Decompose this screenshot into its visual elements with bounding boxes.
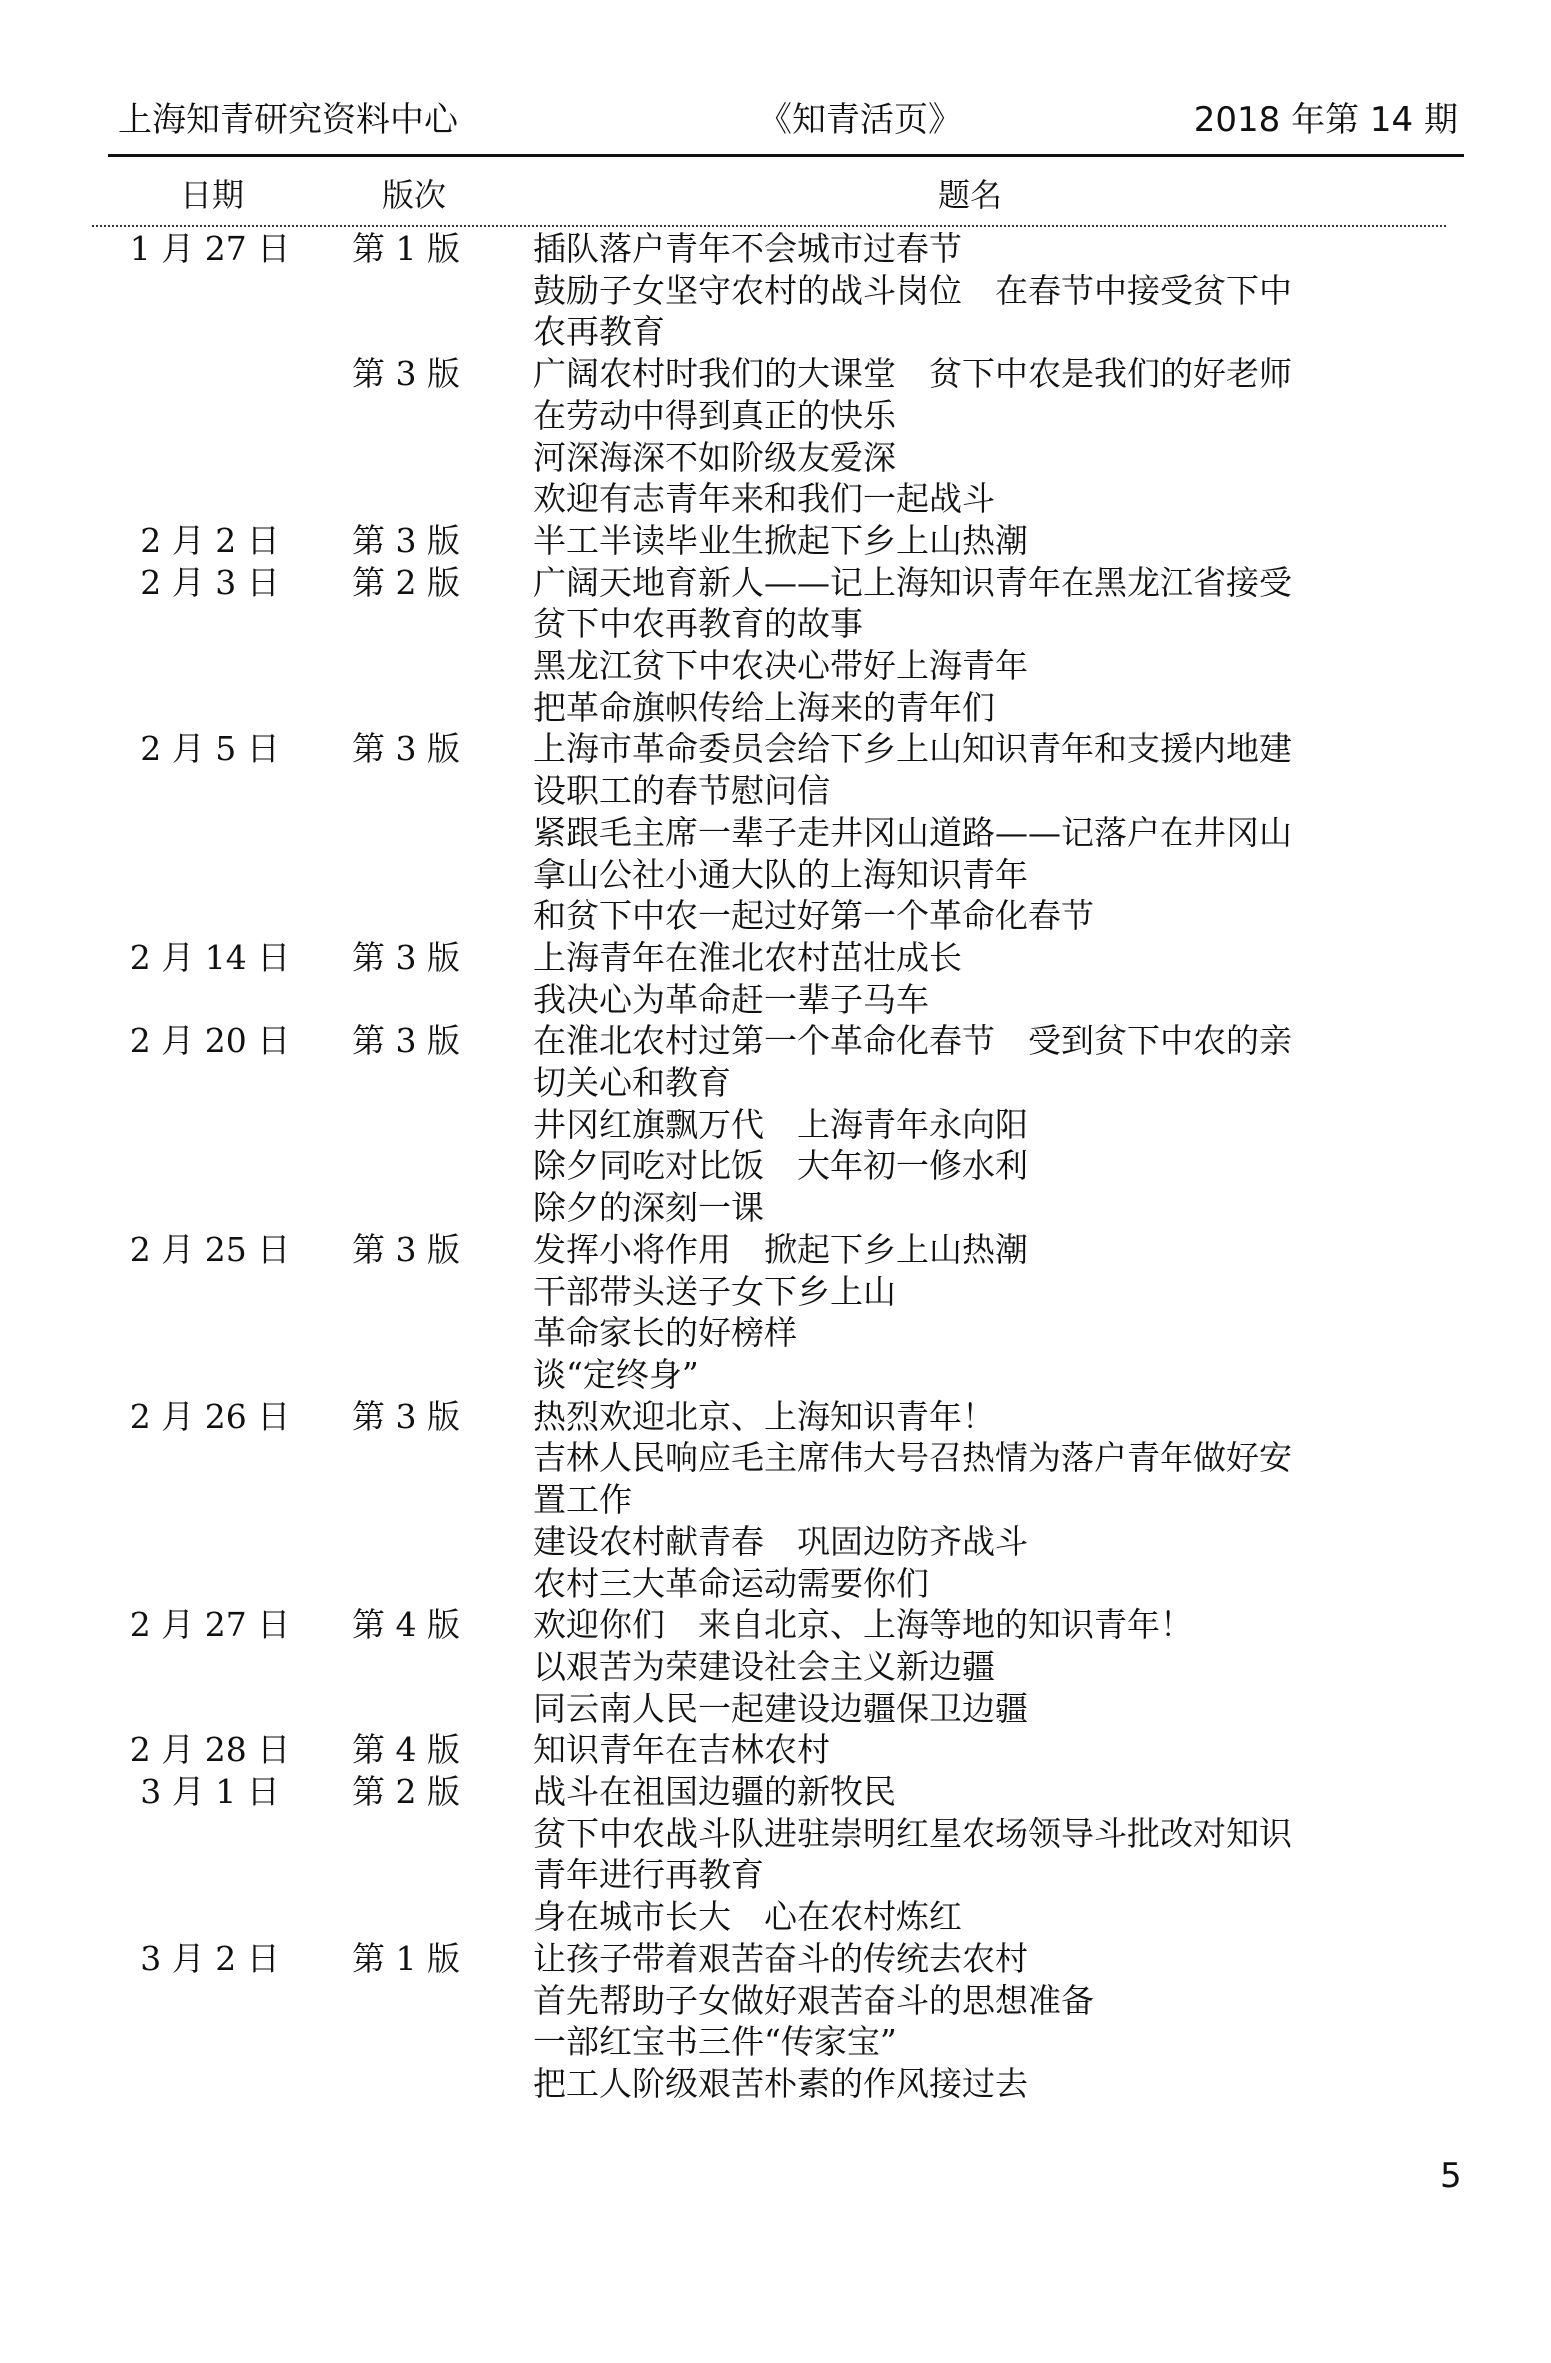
entry-title-line: 知识青年在吉林农村 (533, 1730, 830, 1770)
entry-titles (533, 1771, 1433, 1938)
table-row (0, 562, 1551, 729)
entry-title-line: 设职工的春节慰问信 (533, 771, 830, 811)
entry-title-line: 上海市革命委员会给下乡上山知识青年和支援内地建 (533, 729, 1292, 769)
entry-title-line: 谈“定终身” (533, 1354, 699, 1394)
entry-edition: 第 2 版 (352, 1772, 460, 1812)
entry-title-line: 首先帮助子女做好艰苦奋斗的思想准备 (533, 1980, 1094, 2020)
entry-title-line: 和贫下中农一起过好第一个革命化春节 (533, 896, 1094, 936)
header-organization: 上海知青研究资料中心 (118, 100, 458, 140)
entry-title-line: 广阔天地育新人——记上海知识青年在黑龙江省接受 (533, 562, 1292, 602)
header-publication: 《知青活页》 (758, 100, 962, 140)
entry-title-line: 井冈红旗飘万代 上海青年永向阳 (533, 1104, 1028, 1144)
entry-title-line: 贫下中农战斗队进驻崇明红星农场领导斗批改对知识 (533, 1813, 1292, 1853)
table-row (0, 353, 1551, 520)
entry-title-line: 发挥小将作用 掀起下乡上山热潮 (533, 1229, 1028, 1269)
entry-edition: 第 3 版 (352, 1396, 460, 1436)
entry-titles (533, 1604, 1433, 1729)
entry-title-line: 战斗在祖国边疆的新牧民 (533, 1772, 896, 1812)
entry-edition: 第 3 版 (352, 520, 460, 560)
entry-edition: 第 4 版 (352, 1605, 460, 1645)
entry-title-line: 上海青年在淮北农村茁壮成长 (533, 937, 962, 977)
entry-date: 2 月 3 日 (140, 562, 280, 602)
entry-title-line: 我决心为革命赶一辈子马车 (533, 979, 929, 1019)
entry-title-line: 建设农村献青春 巩固边防齐战斗 (533, 1521, 1028, 1561)
entry-titles (533, 1729, 1433, 1771)
entry-date: 2 月 5 日 (140, 729, 280, 769)
entry-title-line: 同云南人民一起建设边疆保卫边疆 (533, 1688, 1028, 1728)
table-row (0, 1396, 1551, 1605)
entry-title-line: 拿山公社小通大队的上海知识青年 (533, 854, 1028, 894)
running-header (118, 92, 1458, 148)
entry-title-line: 插队落户青年不会城市过春节 (533, 229, 962, 268)
entry-title-line: 把工人阶级艰苦朴素的作风接过去 (533, 2063, 1028, 2103)
table-row (0, 1229, 1551, 1396)
entry-edition: 第 3 版 (352, 937, 460, 977)
column-header-edition: 版次 (382, 176, 447, 214)
table-row (0, 1604, 1551, 1729)
header-issue: 2018 年第 14 期 (1193, 100, 1458, 140)
table-row (0, 1771, 1551, 1938)
entry-title-line: 在劳动中得到真正的快乐 (533, 395, 896, 435)
entry-edition: 第 1 版 (352, 1938, 460, 1978)
entry-edition: 第 1 版 (352, 229, 460, 268)
entry-edition: 第 3 版 (352, 1021, 460, 1061)
entry-title-line: 贫下中农再教育的故事 (533, 604, 863, 644)
column-header-title: 题名 (938, 176, 1003, 214)
entry-title-line: 除夕同吃对比饭 大年初一修水利 (533, 1146, 1028, 1186)
entry-edition: 第 2 版 (352, 562, 460, 602)
entry-title-line: 干部带头送子女下乡上山 (533, 1271, 896, 1311)
table-row (0, 1020, 1551, 1229)
entry-title-line: 农村三大革命运动需要你们 (533, 1563, 929, 1603)
entry-title-line: 半工半读毕业生掀起下乡上山热潮 (533, 520, 1028, 560)
entry-date: 2 月 26 日 (129, 1396, 291, 1436)
entry-title-line: 欢迎有志青年来和我们一起战斗 (533, 479, 995, 519)
entry-title-line: 以艰苦为荣建设社会主义新边疆 (533, 1646, 995, 1686)
entry-title-line: 河深海深不如阶级友爱深 (533, 437, 896, 477)
entry-title-line: 除夕的深刻一课 (533, 1188, 764, 1228)
entry-date: 2 月 20 日 (129, 1021, 291, 1061)
entry-date: 2 月 28 日 (129, 1730, 291, 1770)
entry-date: 2 月 25 日 (129, 1229, 291, 1269)
entry-edition: 第 3 版 (352, 1229, 460, 1269)
column-header-date: 日期 (180, 176, 245, 214)
entry-date: 1 月 27 日 (129, 229, 291, 268)
entry-titles (533, 228, 1433, 353)
table-row (0, 1938, 1551, 2105)
entry-titles (533, 1938, 1433, 2105)
entry-title-line: 热烈欢迎北京、上海知识青年！ (533, 1396, 995, 1436)
entry-edition: 第 3 版 (352, 729, 460, 769)
entry-title-line: 置工作 (533, 1480, 632, 1520)
entry-title-line: 让孩子带着艰苦奋斗的传统去农村 (533, 1938, 1028, 1978)
table-row (0, 520, 1551, 562)
table-row (0, 1729, 1551, 1771)
entry-date: 2 月 14 日 (129, 937, 291, 977)
entry-title-line: 一部红宝书三件“传家宝” (533, 2022, 897, 2062)
entry-titles (533, 1020, 1433, 1229)
table-row (0, 728, 1551, 937)
entry-edition: 第 3 版 (352, 354, 460, 394)
column-header-rule (92, 225, 1446, 227)
entry-titles (533, 937, 1433, 1020)
entry-title-line: 革命家长的好榜样 (533, 1313, 797, 1353)
entry-title-line: 鼓励子女坚守农村的战斗岗位 在春节中接受贫下中 (533, 270, 1292, 310)
entry-title-line: 广阔农村时我们的大课堂 贫下中农是我们的好老师 (533, 354, 1292, 394)
entry-titles (533, 728, 1433, 937)
header-rule (108, 154, 1464, 157)
entry-title-line: 吉林人民响应毛主席伟大号召热情为落户青年做好安 (533, 1438, 1292, 1478)
entry-date: 3 月 1 日 (140, 1772, 280, 1812)
entry-date: 2 月 27 日 (129, 1605, 291, 1645)
entry-titles (533, 1229, 1433, 1396)
entry-title-line: 农再教育 (533, 312, 665, 352)
table-row (0, 228, 1551, 353)
entry-title-line: 身在城市长大 心在农村炼红 (533, 1897, 962, 1937)
entry-title-line: 把革命旗帜传给上海来的青年们 (533, 687, 995, 727)
entry-title-line: 青年进行再教育 (533, 1855, 764, 1895)
entry-titles (533, 353, 1433, 520)
table-row (0, 937, 1551, 1020)
entry-title-line: 欢迎你们 来自北京、上海等地的知识青年！ (533, 1605, 1193, 1645)
entry-title-line: 黑龙江贫下中农决心带好上海青年 (533, 646, 1028, 686)
index-table (0, 228, 1551, 2105)
entry-title-line: 在淮北农村过第一个革命化春节 受到贫下中农的亲 (533, 1021, 1292, 1061)
entry-titles (533, 1396, 1433, 1605)
entry-titles (533, 562, 1433, 729)
page-number: 5 (1440, 2156, 1462, 2196)
entry-date: 2 月 2 日 (140, 520, 280, 560)
entry-edition: 第 4 版 (352, 1730, 460, 1770)
entry-date: 3 月 2 日 (140, 1938, 280, 1978)
entry-titles (533, 520, 1433, 562)
entry-title-line: 紧跟毛主席一辈子走井冈山道路——记落户在井冈山 (533, 812, 1292, 852)
entry-title-line: 切关心和教育 (533, 1063, 731, 1103)
